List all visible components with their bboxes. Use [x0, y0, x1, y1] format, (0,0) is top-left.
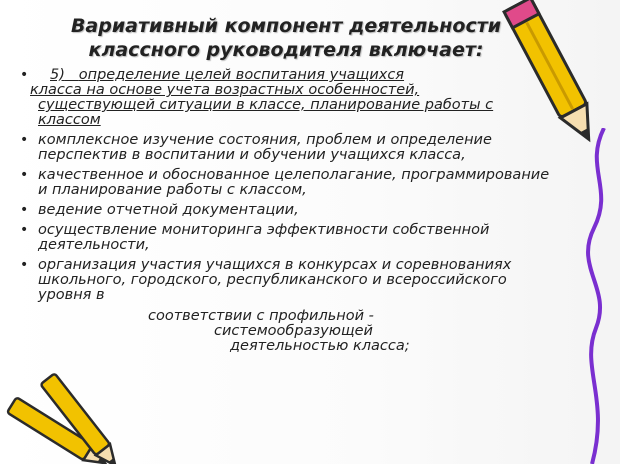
- bullet: •: [20, 67, 29, 83]
- item-line: деятельности,: [38, 237, 150, 253]
- list-item: [18, 223, 588, 253]
- item-line: перспектив в воспитании и обучении учащихся класса,: [38, 147, 466, 163]
- item-number: 5): [50, 67, 65, 83]
- list-item: [18, 168, 588, 198]
- list-item: [18, 133, 588, 163]
- list-item: [18, 68, 588, 128]
- item-line: класса на основе учета возрастных особенностей,: [30, 82, 420, 98]
- item-line: ведение отчетной документации,: [38, 202, 299, 218]
- list-item: [18, 203, 588, 218]
- item-line: качественное и обоснованное целеполагание, программирование: [38, 167, 550, 183]
- bullet: •: [20, 167, 29, 183]
- title-line: классного руководителя включает:: [88, 39, 484, 61]
- item-line: и планирование работы с классом,: [38, 182, 307, 198]
- closing-line: деятельностью класса;: [230, 338, 410, 354]
- item-line: школьного, городского, республиканского и всероссийского: [38, 272, 507, 288]
- item-line: организация участия учащихся в конкурсах и соревнованиях: [38, 257, 512, 273]
- bullet: •: [20, 257, 29, 273]
- slide-title: [56, 14, 516, 62]
- item-line: классом: [38, 112, 101, 128]
- item-line: уровня в: [38, 287, 105, 303]
- item-text: определение целей воспитания учащихся: [78, 67, 405, 83]
- item-line: [38, 68, 588, 83]
- closing-line: соответствии с профильной -: [148, 308, 374, 324]
- bullet: •: [20, 222, 29, 238]
- item-line: осуществление мониторинга эффективности собственной: [38, 222, 490, 238]
- content-list: [18, 68, 588, 354]
- title-line: Вариативный компонент деятельности: [70, 15, 502, 37]
- pencils-icon: [0, 362, 130, 464]
- item-line: существующей ситуации в классе, планирование работы с: [38, 97, 494, 113]
- bullet: •: [20, 132, 29, 148]
- closing-text: [18, 309, 588, 354]
- bullet: •: [20, 202, 29, 218]
- list-item: [18, 258, 588, 303]
- item-line: комплексное изучение состояния, проблем и определение: [38, 132, 492, 148]
- closing-line: системообразующей: [214, 323, 373, 339]
